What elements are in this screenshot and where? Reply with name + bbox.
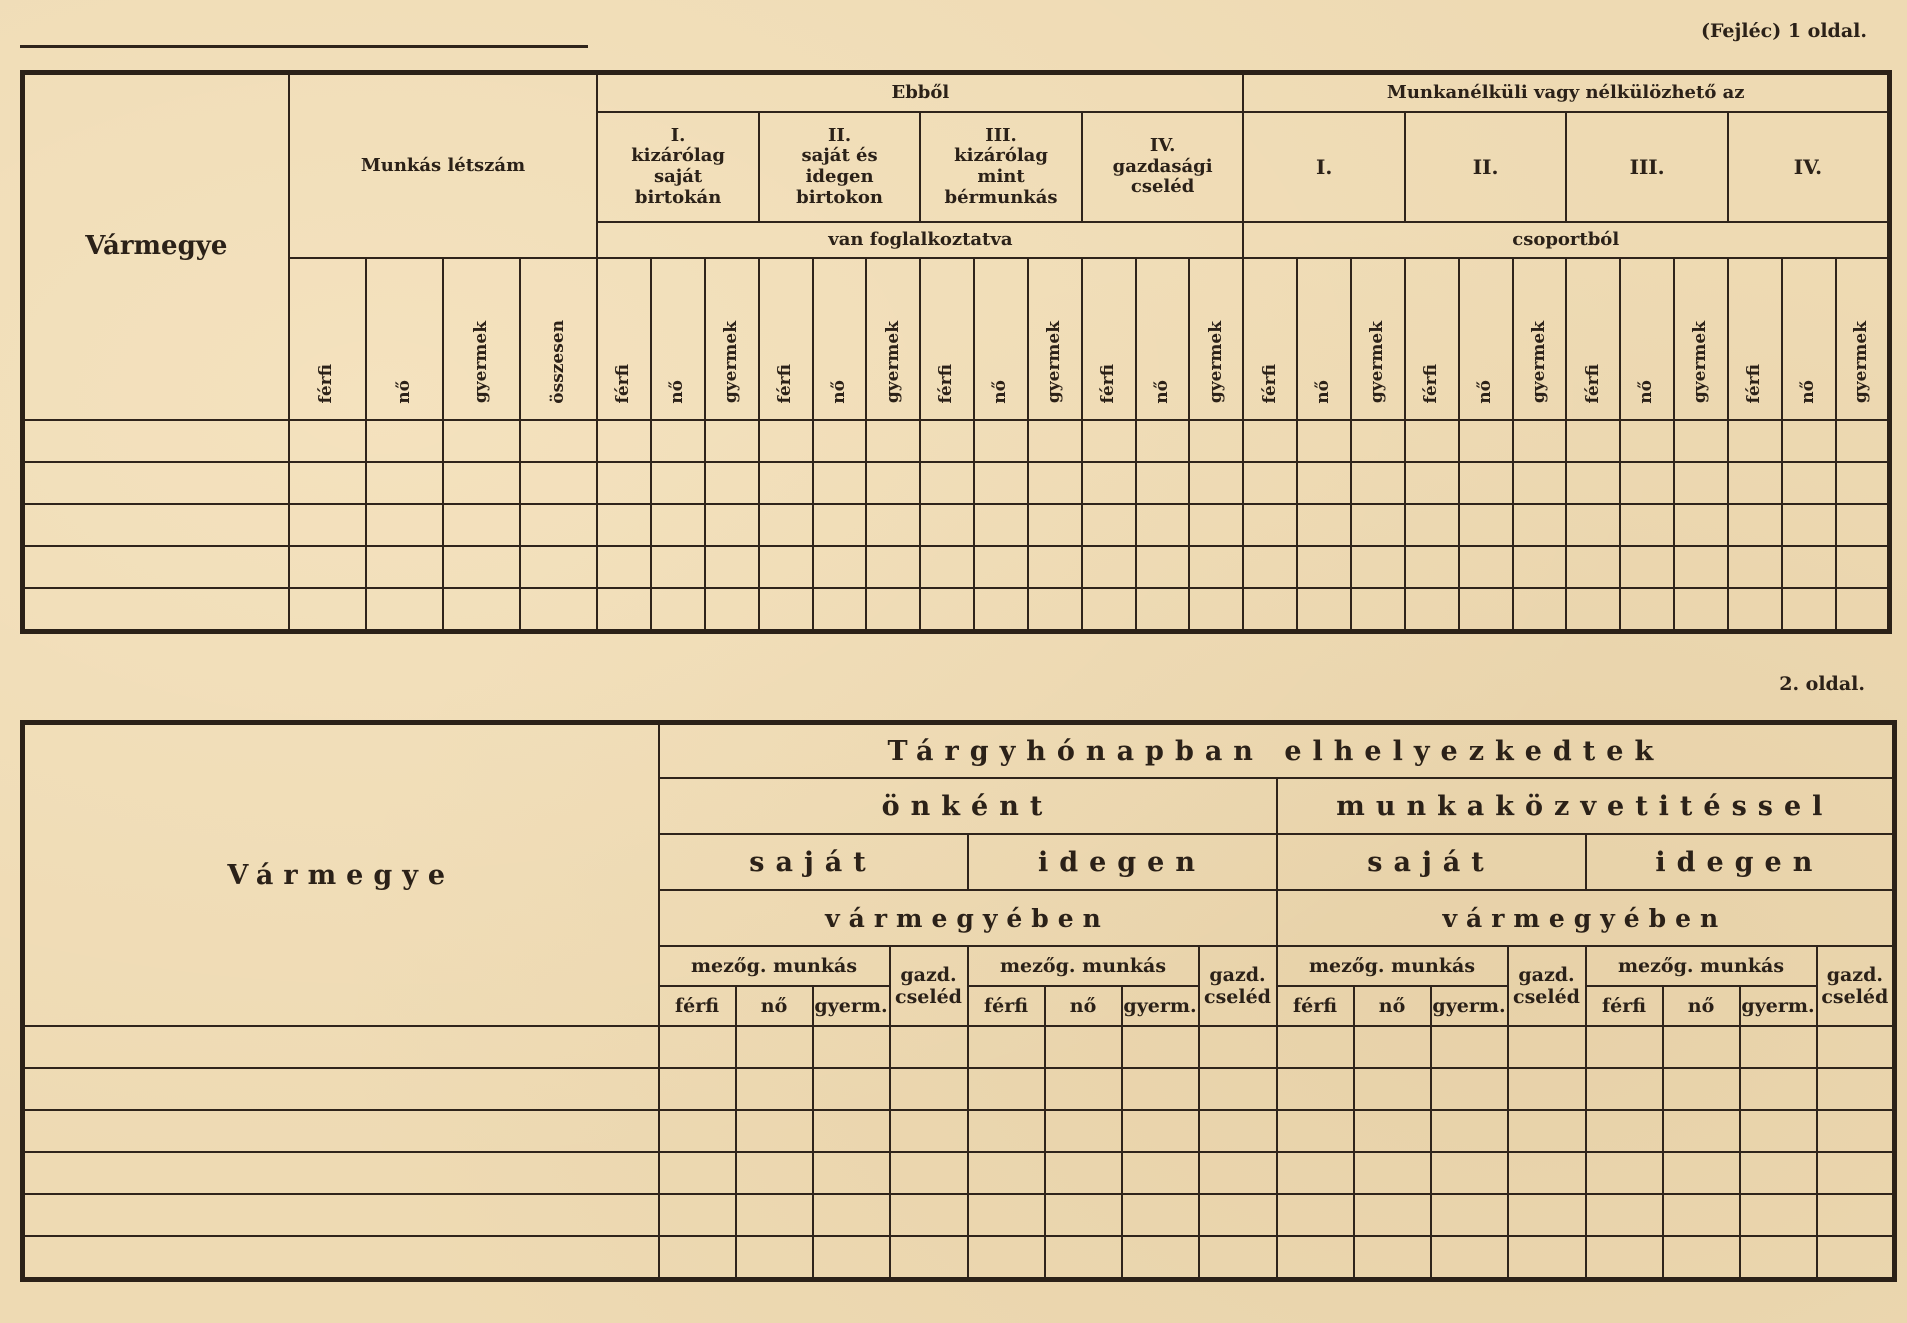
table-row: [23, 504, 1890, 546]
farm-servant-header: gazd. cseléd: [890, 946, 968, 1026]
sub-header-child: gyermek: [1351, 258, 1405, 420]
sub-header-child: gyermek: [1674, 258, 1728, 420]
sub-header-female: nő: [1782, 258, 1836, 420]
by-agency-header: munkaközvetitéssel: [1277, 778, 1895, 834]
male-header: férfi: [1586, 986, 1663, 1026]
employment-group-3: III. kizárólag mint bérmunkás: [920, 112, 1081, 222]
table-row: [23, 546, 1890, 588]
sub-header-male: férfi: [759, 258, 813, 420]
own-header: saját: [1277, 834, 1586, 890]
table-row: [23, 1194, 1895, 1236]
female-header: nő: [736, 986, 813, 1026]
sub-header-child: gyermek: [1836, 258, 1890, 420]
sub-header-male: férfi: [1243, 258, 1297, 420]
female-header: nő: [1354, 986, 1431, 1026]
sub-header-male: férfi: [920, 258, 974, 420]
from-group-header: csoportból: [1243, 222, 1889, 258]
sub-header-female: nő: [1620, 258, 1674, 420]
sub-header-male: férfi: [1566, 258, 1620, 420]
table-row: [23, 462, 1890, 504]
unemployed-header: Munkanélküli vagy nélkülözhető az: [1243, 73, 1889, 113]
own-header: saját: [659, 834, 968, 890]
sub-header-male: férfi: [289, 258, 366, 420]
sub-header-child: gyermek: [1513, 258, 1567, 420]
table-row: [23, 1068, 1895, 1110]
agri-worker-header: mezőg. munkás: [659, 946, 890, 986]
sub-header-female: nő: [1459, 258, 1513, 420]
page2-label: 2. oldal.: [1779, 673, 1865, 695]
sub-header-child: gyermek: [1189, 258, 1243, 420]
farm-servant-header: gazd. cseléd: [1508, 946, 1586, 1026]
sub-header-female: nő: [813, 258, 867, 420]
sub-header-child: gyermek: [1028, 258, 1082, 420]
sub-header-male: férfi: [1728, 258, 1782, 420]
female-header: nő: [1045, 986, 1122, 1026]
child-header: gyerm.: [1431, 986, 1508, 1026]
male-header: férfi: [968, 986, 1045, 1026]
table-row: [23, 420, 1890, 462]
sub-header-child: gyermek: [443, 258, 520, 420]
table-row: [23, 588, 1890, 632]
agri-worker-header: mezőg. munkás: [1586, 946, 1817, 986]
sub-header-female: nő: [1297, 258, 1351, 420]
table-row: [23, 1110, 1895, 1152]
employed-header: van foglalkoztatva: [597, 222, 1243, 258]
child-header: gyerm.: [813, 986, 890, 1026]
farm-servant-header: gazd. cseléd: [1199, 946, 1277, 1026]
male-header: férfi: [1277, 986, 1354, 1026]
child-header: gyerm.: [1740, 986, 1817, 1026]
in-county-header: vármegyében: [659, 890, 1277, 946]
unemployed-group-2: II.: [1405, 112, 1566, 222]
page2-form-table: [20, 720, 1897, 1282]
table-row: [23, 1236, 1895, 1280]
sub-header-male: férfi: [1405, 258, 1459, 420]
female-header: nő: [1663, 986, 1740, 1026]
child-header: gyerm.: [1122, 986, 1199, 1026]
placed-header: Tárgyhónapban elhelyezkedtek: [659, 723, 1895, 779]
agri-worker-header: mezőg. munkás: [968, 946, 1199, 986]
employment-group-2: II. saját és idegen birtokon: [759, 112, 920, 222]
employment-group-1: I. kizárólag saját birtokán: [597, 112, 758, 222]
workers-total-header: Munkás létszám: [289, 73, 598, 259]
sub-header-male: férfi: [1082, 258, 1136, 420]
page1-label: (Fejléc) 1 oldal.: [1700, 20, 1867, 42]
agri-worker-header: mezőg. munkás: [1277, 946, 1508, 986]
in-county-header: vármegyében: [1277, 890, 1895, 946]
farm-servant-header: gazd. cseléd: [1817, 946, 1895, 1026]
foreign-header: idegen: [968, 834, 1277, 890]
of-which-header: Ebből: [597, 73, 1243, 113]
table-row: [23, 1026, 1895, 1068]
employment-group-4: IV. gazdasági cseléd: [1082, 112, 1244, 222]
sub-header-female: nő: [651, 258, 705, 420]
sub-header-female: nő: [366, 258, 443, 420]
sub-header-female: nő: [974, 258, 1028, 420]
county-header: Vármegye: [23, 73, 289, 421]
unemployed-group-1: I.: [1243, 112, 1404, 222]
sub-header-child: gyermek: [866, 258, 920, 420]
sub-header-female: nő: [1136, 258, 1190, 420]
sub-header-male: férfi: [597, 258, 651, 420]
male-header: férfi: [659, 986, 736, 1026]
unemployed-group-3: III.: [1566, 112, 1727, 222]
sub-header-child: gyermek: [705, 258, 759, 420]
table-row: [23, 1152, 1895, 1194]
foreign-header: idegen: [1586, 834, 1895, 890]
unemployed-group-4: IV.: [1728, 112, 1890, 222]
sub-header-total: összesen: [520, 258, 597, 420]
page1-form-table: [20, 70, 1892, 634]
county-header-page2: Vármegye: [23, 723, 659, 1027]
voluntarily-header: önként: [659, 778, 1277, 834]
top-rule: [20, 45, 588, 48]
